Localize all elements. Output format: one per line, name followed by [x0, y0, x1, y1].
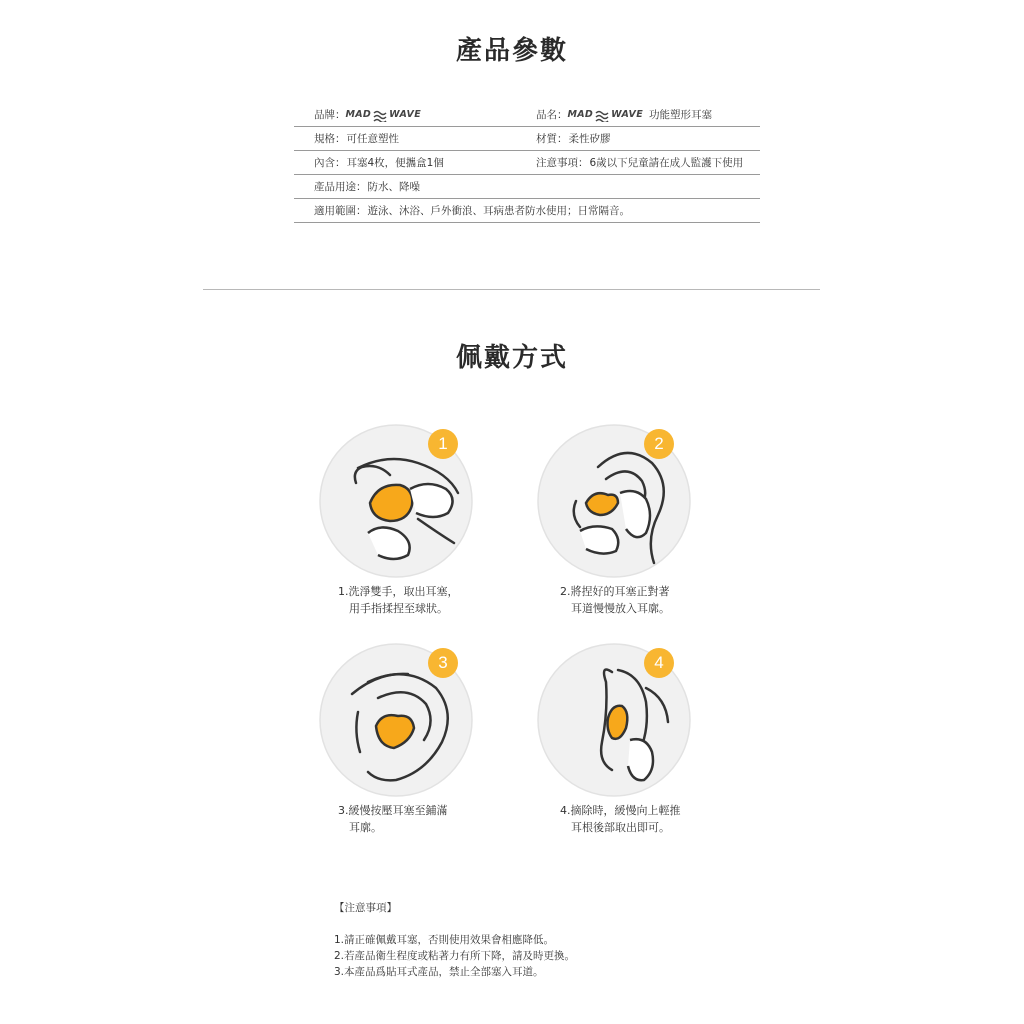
- contents-label: 內含：: [314, 157, 346, 169]
- spec-row-brand: [294, 103, 760, 127]
- mad-wave-logo: MAD WAVE: [567, 109, 643, 120]
- notes-title: 【注意事項】: [334, 902, 397, 914]
- wear-step-1: [318, 423, 538, 615]
- caution-value: 6歲以下兒童請在成人監護下使用: [589, 157, 744, 169]
- wave-icon: [595, 109, 609, 122]
- wear-section-title: 佩戴方式: [455, 343, 568, 373]
- spec-table: [294, 103, 760, 223]
- step-caption: 4.摘除時，緩慢向上輕推 耳根後部取出即可。: [560, 804, 681, 834]
- spec-label: 規格：: [314, 133, 346, 145]
- material-value: 柔性矽膠: [568, 133, 611, 145]
- spec-section-title: 產品參數: [455, 36, 568, 66]
- material-label: 材質：: [536, 133, 568, 145]
- scope-value: 遊泳、沐浴、戶外衝浪、耳病患者防水使用；日常隔音。: [367, 205, 630, 217]
- step-number-badge: 1: [428, 429, 458, 459]
- usage-label: 產品用途：: [314, 181, 367, 193]
- brand-label: 品牌：: [314, 109, 346, 121]
- spec-row-contents: [294, 151, 760, 175]
- spec-value: 可任意塑性: [346, 133, 399, 145]
- note-item: 3.本產品爲貼耳式產品，禁止全部塞入耳道。: [334, 966, 544, 978]
- wear-step-3: [318, 642, 538, 834]
- step-number-badge: 2: [644, 429, 674, 459]
- mad-wave-logo: MAD WAVE: [345, 109, 421, 120]
- section-divider: [203, 289, 820, 290]
- scope-label: 適用範圍：: [314, 205, 367, 217]
- product-name-value: 功能塑形耳塞: [648, 109, 712, 121]
- step-number-badge: 4: [644, 648, 674, 678]
- wave-icon: [373, 109, 387, 122]
- step-caption: 1.洗淨雙手，取出耳塞， 用手指揉捏至球狀。: [338, 585, 459, 615]
- note-item: 1.請正確佩戴耳塞，否則使用效果會相應降低。: [334, 934, 555, 946]
- product-name-label: 品名：: [536, 109, 568, 121]
- step-caption: 2.將捏好的耳塞正對著 耳道慢慢放入耳廓。: [560, 585, 670, 615]
- note-item: 2.若產品衛生程度或粘著力有所下降，請及時更換。: [334, 950, 576, 962]
- notes-section: [334, 900, 575, 980]
- spec-row-usage: [294, 175, 760, 199]
- contents-value: 耳塞4枚，便攜盒1個: [346, 157, 444, 169]
- spec-row-spec: [294, 127, 760, 151]
- spec-row-scope: [294, 199, 760, 223]
- step-number-badge: 3: [428, 648, 458, 678]
- wear-step-2: [536, 423, 756, 615]
- wear-step-4: [536, 642, 756, 834]
- usage-value: 防水、降噪: [367, 181, 420, 193]
- caution-label: 注意事項：: [536, 157, 589, 169]
- step-caption: 3.緩慢按壓耳塞至鋪滿 耳廓。: [338, 804, 448, 834]
